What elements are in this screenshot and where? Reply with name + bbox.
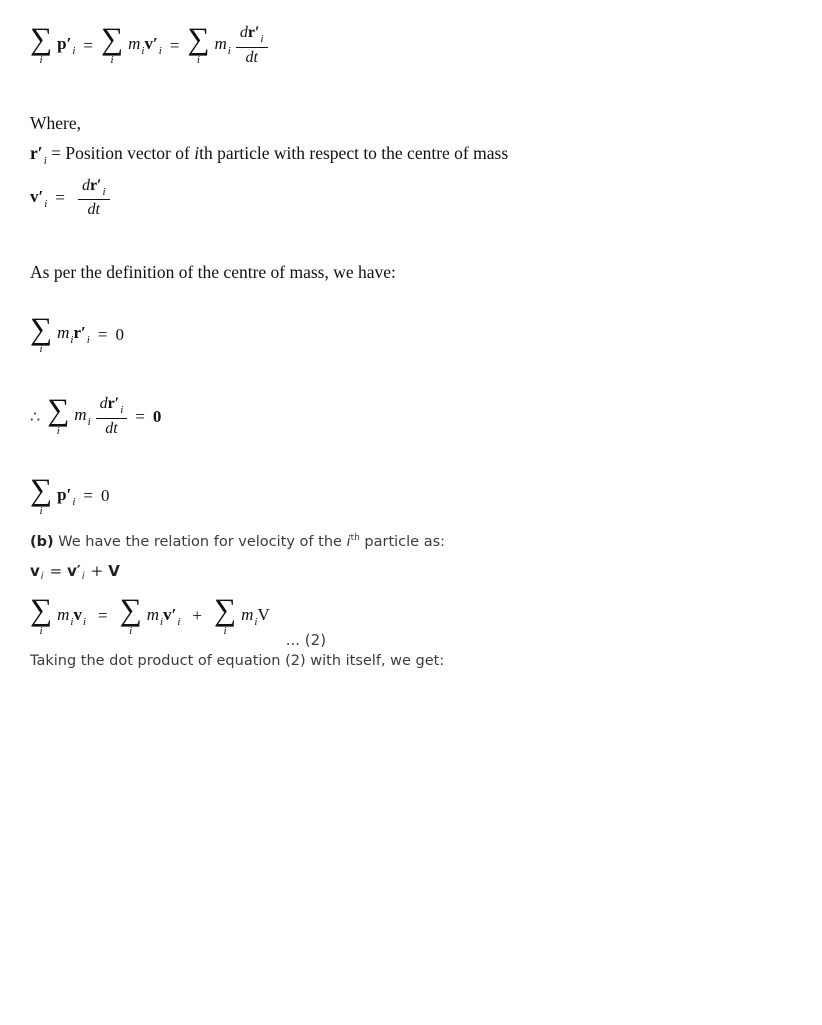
r-prime: r′ [107, 395, 120, 413]
summation-symbol [187, 21, 210, 66]
summation-symbol [119, 592, 142, 637]
mass-velocity-term [57, 605, 86, 628]
equals-sign: = [55, 188, 65, 208]
mass-symbol: m [128, 34, 141, 54]
index-i: i [70, 615, 74, 628]
sum-index: i [223, 624, 227, 637]
summation-symbol [47, 392, 70, 437]
sigma-glyph: ∑ [214, 592, 237, 628]
plus-sign: + [90, 561, 104, 580]
dt-symbol: dt [87, 201, 100, 219]
zero-value: 0 [115, 324, 124, 344]
v-vector: v [30, 561, 40, 580]
v-prime-definition [30, 177, 792, 220]
equation-p-zero [30, 472, 792, 517]
part-b-label: (b) [30, 533, 54, 550]
sigma-glyph: ∑ [47, 392, 70, 428]
V-symbol: V [257, 604, 270, 624]
plus-sign: + [192, 606, 202, 626]
index-i: i [44, 197, 48, 210]
v-vector: v [73, 604, 82, 624]
summation-symbol [30, 21, 53, 66]
index-i: i [43, 154, 47, 167]
dt-symbol: dt [105, 419, 118, 437]
mass-velocity-term [128, 34, 162, 57]
sigma-glyph: ∑ [187, 21, 210, 57]
fraction-numerator [78, 177, 110, 201]
v-prime: v′ [30, 186, 44, 206]
r-prime: r′ [247, 24, 260, 41]
summation-symbol [101, 21, 124, 66]
equals-sign: = [98, 606, 108, 626]
sum-index: i [39, 343, 43, 356]
index-i: i [82, 615, 87, 628]
index-i: i [87, 416, 91, 429]
index-i: i [72, 45, 76, 58]
v-prime: v′ [144, 34, 158, 54]
zero-value: 0 [101, 486, 110, 506]
mass-term [74, 405, 90, 428]
fraction-numerator [96, 395, 128, 419]
equation-number-label: ... (2) [285, 630, 327, 649]
momentum-term [57, 34, 75, 57]
dt-symbol: dt [245, 48, 258, 66]
dot-product-text [30, 651, 792, 672]
mass-symbol: m [57, 323, 70, 343]
sum-index: i [56, 424, 60, 437]
d-symbol: d [81, 176, 90, 194]
summation-symbol [30, 472, 53, 517]
index-i: i [102, 185, 106, 198]
part-b-sentence-rest: particle as: [359, 533, 446, 550]
index-i: i [227, 45, 231, 58]
mass-symbol: m [74, 405, 87, 425]
sum-index: i [39, 504, 43, 517]
r-prime: r′ [73, 323, 86, 343]
where-text: Where, [30, 113, 82, 134]
definition-text: As per the definition of the centre of mass, we have: [30, 261, 396, 282]
sigma-glyph: ∑ [30, 310, 53, 346]
index-i: i [141, 45, 145, 58]
fraction-denominator [245, 48, 257, 67]
mass-V-term [241, 605, 270, 628]
mass-symbol: m [146, 604, 159, 624]
equation-mdr-zero [30, 392, 792, 438]
equals-sign: = [83, 35, 94, 55]
italic-i: i [194, 142, 200, 163]
r-prime: r′ [89, 176, 102, 194]
index-i: i [160, 615, 164, 628]
sigma-glyph: ∑ [119, 592, 142, 628]
italic-i: i [346, 533, 351, 550]
index-i: i [40, 570, 44, 582]
index-i: i [158, 45, 162, 58]
fraction-denominator [105, 419, 117, 438]
mass-vprime-term [147, 605, 181, 628]
mass-symbol: m [241, 604, 254, 624]
d-symbol: d [99, 395, 108, 413]
sum-index: i [39, 53, 43, 66]
taking-text: Taking the dot product of equation (2) with itself, we get: [30, 652, 445, 669]
d-symbol: d [239, 24, 248, 41]
v-prime: v′ [163, 604, 177, 624]
momentum-term [57, 485, 75, 508]
sum-index: i [110, 53, 114, 66]
sigma-glyph: ∑ [30, 592, 53, 628]
index-i: i [72, 495, 76, 508]
index-i: i [86, 334, 90, 347]
derivative-fraction [96, 395, 128, 438]
velocity-relation [30, 561, 792, 585]
r-prime-definition [30, 143, 792, 169]
sum-index: i [39, 624, 43, 637]
equals-sign: = [83, 486, 94, 506]
index-i: i [177, 615, 181, 628]
part-b-text [30, 532, 792, 553]
mass-position-term [57, 323, 90, 346]
V-vector: V [108, 561, 120, 580]
sigma-glyph: ∑ [30, 472, 53, 508]
r-prime: r′ [30, 142, 43, 163]
th-superscript: th [350, 532, 360, 543]
index-i: i [120, 404, 124, 417]
mass-term [215, 34, 231, 57]
com-definition-text [30, 262, 792, 284]
equals-sign: = [135, 406, 145, 426]
r-definition-text: = Position vector of [46, 142, 195, 163]
summation-symbol [30, 310, 53, 356]
sigma-glyph: ∑ [30, 21, 53, 57]
sum-index: i [129, 624, 133, 637]
mass-symbol: m [57, 604, 70, 624]
index-i: i [260, 33, 264, 45]
equation-2 [30, 592, 792, 649]
where-label [30, 113, 792, 135]
v-prime-term [30, 187, 47, 210]
zero-value: 0 [152, 406, 162, 426]
part-b-sentence: We have the relation for velocity of the [53, 533, 347, 550]
mass-symbol: m [214, 34, 227, 54]
derivative-fraction [236, 24, 268, 67]
index-i: i [70, 334, 74, 347]
equation-mr-zero [30, 310, 792, 356]
v-prime: v′ [67, 561, 81, 580]
summation-symbol [30, 592, 53, 637]
index-i: i [254, 615, 258, 628]
summation-symbol [214, 592, 237, 637]
index-i: i [81, 570, 85, 582]
fraction-denominator [88, 200, 100, 219]
equation-total-momentum [30, 21, 792, 67]
fraction-numerator [236, 24, 268, 48]
p-prime: p′ [57, 484, 72, 504]
sum-index: i [196, 53, 200, 66]
equals-sign: = [169, 35, 180, 55]
derivative-fraction [78, 177, 110, 220]
equals-sign: = [49, 561, 63, 580]
sigma-glyph: ∑ [101, 21, 124, 57]
p-prime: p′ [57, 34, 72, 54]
r-definition-rest: th particle with respect to the centre of mass [199, 142, 509, 163]
therefore-symbol: ∴ [30, 408, 41, 426]
equals-sign: = [97, 324, 108, 344]
